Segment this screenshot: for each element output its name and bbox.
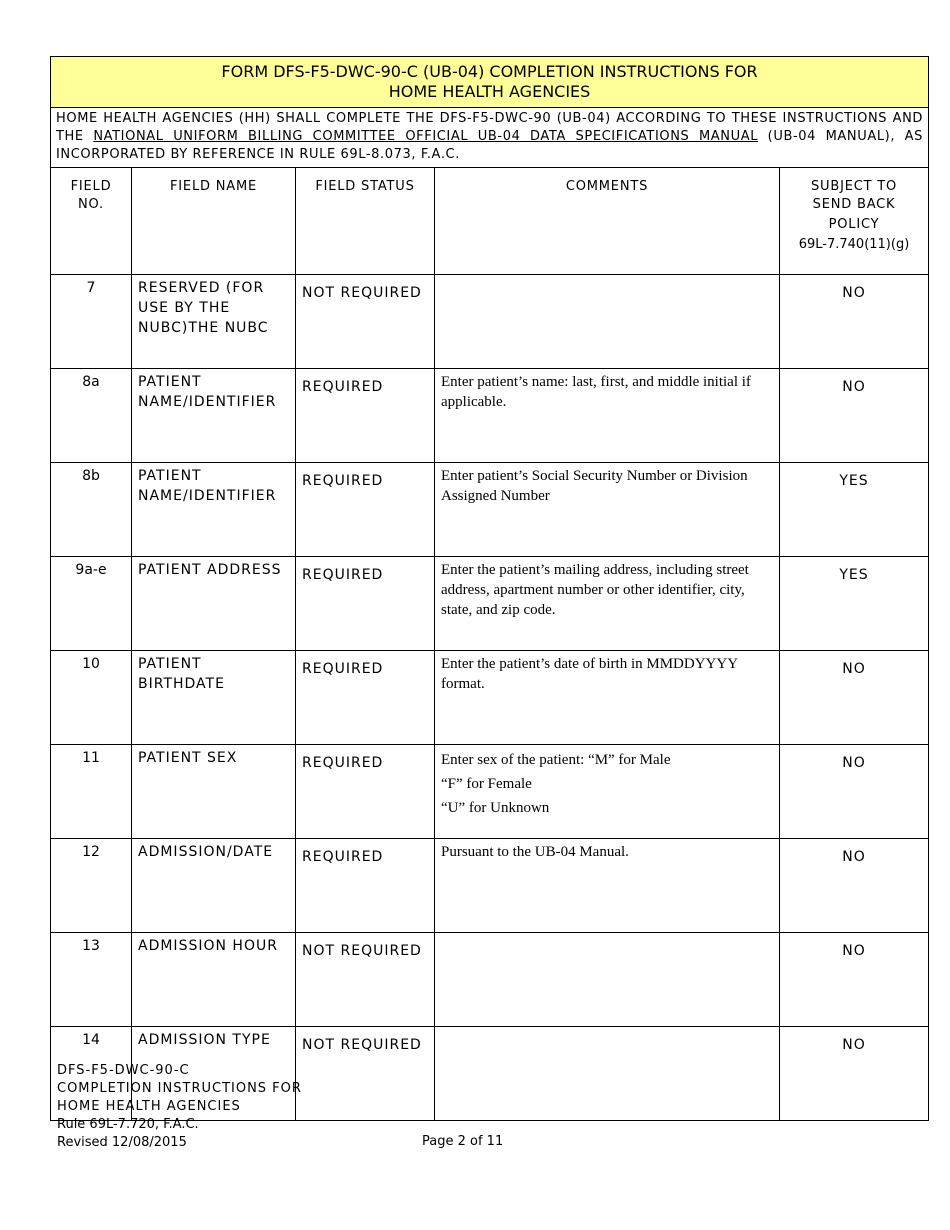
column-header-comments <box>435 168 780 275</box>
field-comments <box>435 933 780 1027</box>
field-comments <box>435 275 780 369</box>
table-row <box>51 651 929 745</box>
footer-agency-type: HOME HEALTH AGENCIES <box>57 1099 241 1114</box>
field-status: REQUIRED <box>296 463 435 557</box>
field-name: ADMISSION TYPE <box>132 1027 296 1121</box>
send-back-header-line3: POLICY <box>828 217 880 232</box>
field-status: REQUIRED <box>296 557 435 651</box>
field-status: NOT REQUIRED <box>296 275 435 369</box>
send-back-policy-value: NO <box>780 745 929 839</box>
field-status: REQUIRED <box>296 745 435 839</box>
send-back-policy-value: YES <box>780 557 929 651</box>
field-status: REQUIRED <box>296 369 435 463</box>
field-status: NOT REQUIRED <box>296 1027 435 1121</box>
column-header-field-status <box>296 168 435 275</box>
field-comments <box>435 369 780 463</box>
field-number: 7 <box>51 275 132 369</box>
field-comments <box>435 463 780 557</box>
send-back-header-rule: 69L-7.740(11)(g) <box>798 237 910 252</box>
intro-paragraph <box>51 108 929 168</box>
field-name: RESERVED (FOR USE BY THE NUBC)THE NUBC <box>132 275 296 369</box>
field-name: PATIENT NAME/IDENTIFIER <box>132 463 296 557</box>
field-status: NOT REQUIRED <box>296 933 435 1027</box>
table-row <box>51 557 929 651</box>
footer-form-id: DFS-F5-DWC-90-C <box>57 1063 190 1078</box>
send-back-policy-value: NO <box>780 839 929 933</box>
field-name: ADMISSION/DATE <box>132 839 296 933</box>
comment-line: Enter sex of the patient: “M” for Male <box>441 752 671 768</box>
intro-manual-reference: NATIONAL UNIFORM BILLING COMMITTEE OFFICIAL UB-04 DATA SPECIFICATIONS MANUAL <box>93 129 759 144</box>
intro-text-part1: HOME HEALTH AGENCIES (HH) SHALL COMPLETE THE DFS-F5-DWC-90 (UB-04) ACCORDING TO THESE INSTRUCTIONS AND THE <box>56 111 924 144</box>
field-number: 8a <box>51 369 132 463</box>
footer-doc-title: COMPLETION INSTRUCTIONS FOR <box>57 1081 302 1096</box>
table-row <box>51 745 929 839</box>
intro-text-part2: (UB-04 MANUAL), AS INCORPORATED BY REFERENCE IN RULE 69L-8.073, F.A.C. <box>56 129 924 162</box>
field-name: PATIENT SEX <box>132 745 296 839</box>
field-number: 9a-e <box>51 557 132 651</box>
field-number: 10 <box>51 651 132 745</box>
comment-line: Enter the patient’s mailing address, including street address, apartment number or other identifier, city, state, and zip code. <box>441 562 749 618</box>
field-number: 14 <box>51 1027 132 1121</box>
footer-revised-date: Revised 12/08/2015 <box>57 1135 187 1150</box>
field-name: PATIENT ADDRESS <box>132 557 296 651</box>
field-number: 8b <box>51 463 132 557</box>
field-status: REQUIRED <box>296 651 435 745</box>
field-number: 11 <box>51 745 132 839</box>
table-row <box>51 933 929 1027</box>
table-row <box>51 369 929 463</box>
field-comments <box>435 1027 780 1121</box>
field-number: 12 <box>51 839 132 933</box>
column-header-field-no <box>51 168 132 275</box>
footer-rule: Rule 69L-7.720, F.A.C. <box>57 1117 199 1132</box>
field-comments <box>435 745 780 839</box>
table-row <box>51 275 929 369</box>
table-body <box>51 275 929 1121</box>
send-back-header-line1: SUBJECT TO <box>810 179 898 194</box>
comment-line: Enter patient’s name: last, first, and middle initial if applicable. <box>441 374 751 410</box>
footer-block <box>57 1062 302 1152</box>
field-no-header-line2: NO. <box>78 197 104 212</box>
comments-header: COMMENTS <box>565 179 649 194</box>
comment-line: Enter the patient’s date of birth in MMDDYYYY format. <box>441 656 738 692</box>
field-name: ADMISSION HOUR <box>132 933 296 1027</box>
comment-line: Enter patient’s Social Security Number or Division Assigned Number <box>441 468 748 504</box>
completion-instructions-table <box>50 56 929 1121</box>
form-title-line2: HOME HEALTH AGENCIES <box>388 82 591 101</box>
send-back-policy-value: NO <box>780 651 929 745</box>
column-header-row <box>51 168 929 275</box>
field-name: PATIENT BIRTHDATE <box>132 651 296 745</box>
send-back-policy-value: NO <box>780 275 929 369</box>
comment-line: “F” for Female <box>441 776 532 792</box>
field-name: PATIENT NAME/IDENTIFIER <box>132 369 296 463</box>
page-number: Page 2 of 11 <box>422 1134 504 1149</box>
comment-line: “U” for Unknown <box>441 800 550 816</box>
send-back-policy-value: YES <box>780 463 929 557</box>
field-comments <box>435 557 780 651</box>
send-back-policy-value: NO <box>780 1027 929 1121</box>
column-header-send-back <box>780 168 929 275</box>
column-header-field-name <box>132 168 296 275</box>
form-title-line1: FORM DFS-F5-DWC-90-C (UB-04) COMPLETION INSTRUCTIONS FOR <box>221 62 758 81</box>
send-back-header-line2: SEND BACK <box>812 197 896 212</box>
send-back-policy-value: NO <box>780 369 929 463</box>
field-comments <box>435 651 780 745</box>
field-status: REQUIRED <box>296 839 435 933</box>
field-status-header: FIELD STATUS <box>315 179 415 194</box>
field-no-header-line1: FIELD <box>70 179 112 194</box>
field-comments <box>435 839 780 933</box>
form-title <box>51 57 929 108</box>
comment-line: Pursuant to the UB-04 Manual. <box>441 844 629 860</box>
table-row <box>51 463 929 557</box>
field-number: 13 <box>51 933 132 1027</box>
field-name-header: FIELD NAME <box>170 179 257 194</box>
send-back-policy-value: NO <box>780 933 929 1027</box>
table-row <box>51 839 929 933</box>
